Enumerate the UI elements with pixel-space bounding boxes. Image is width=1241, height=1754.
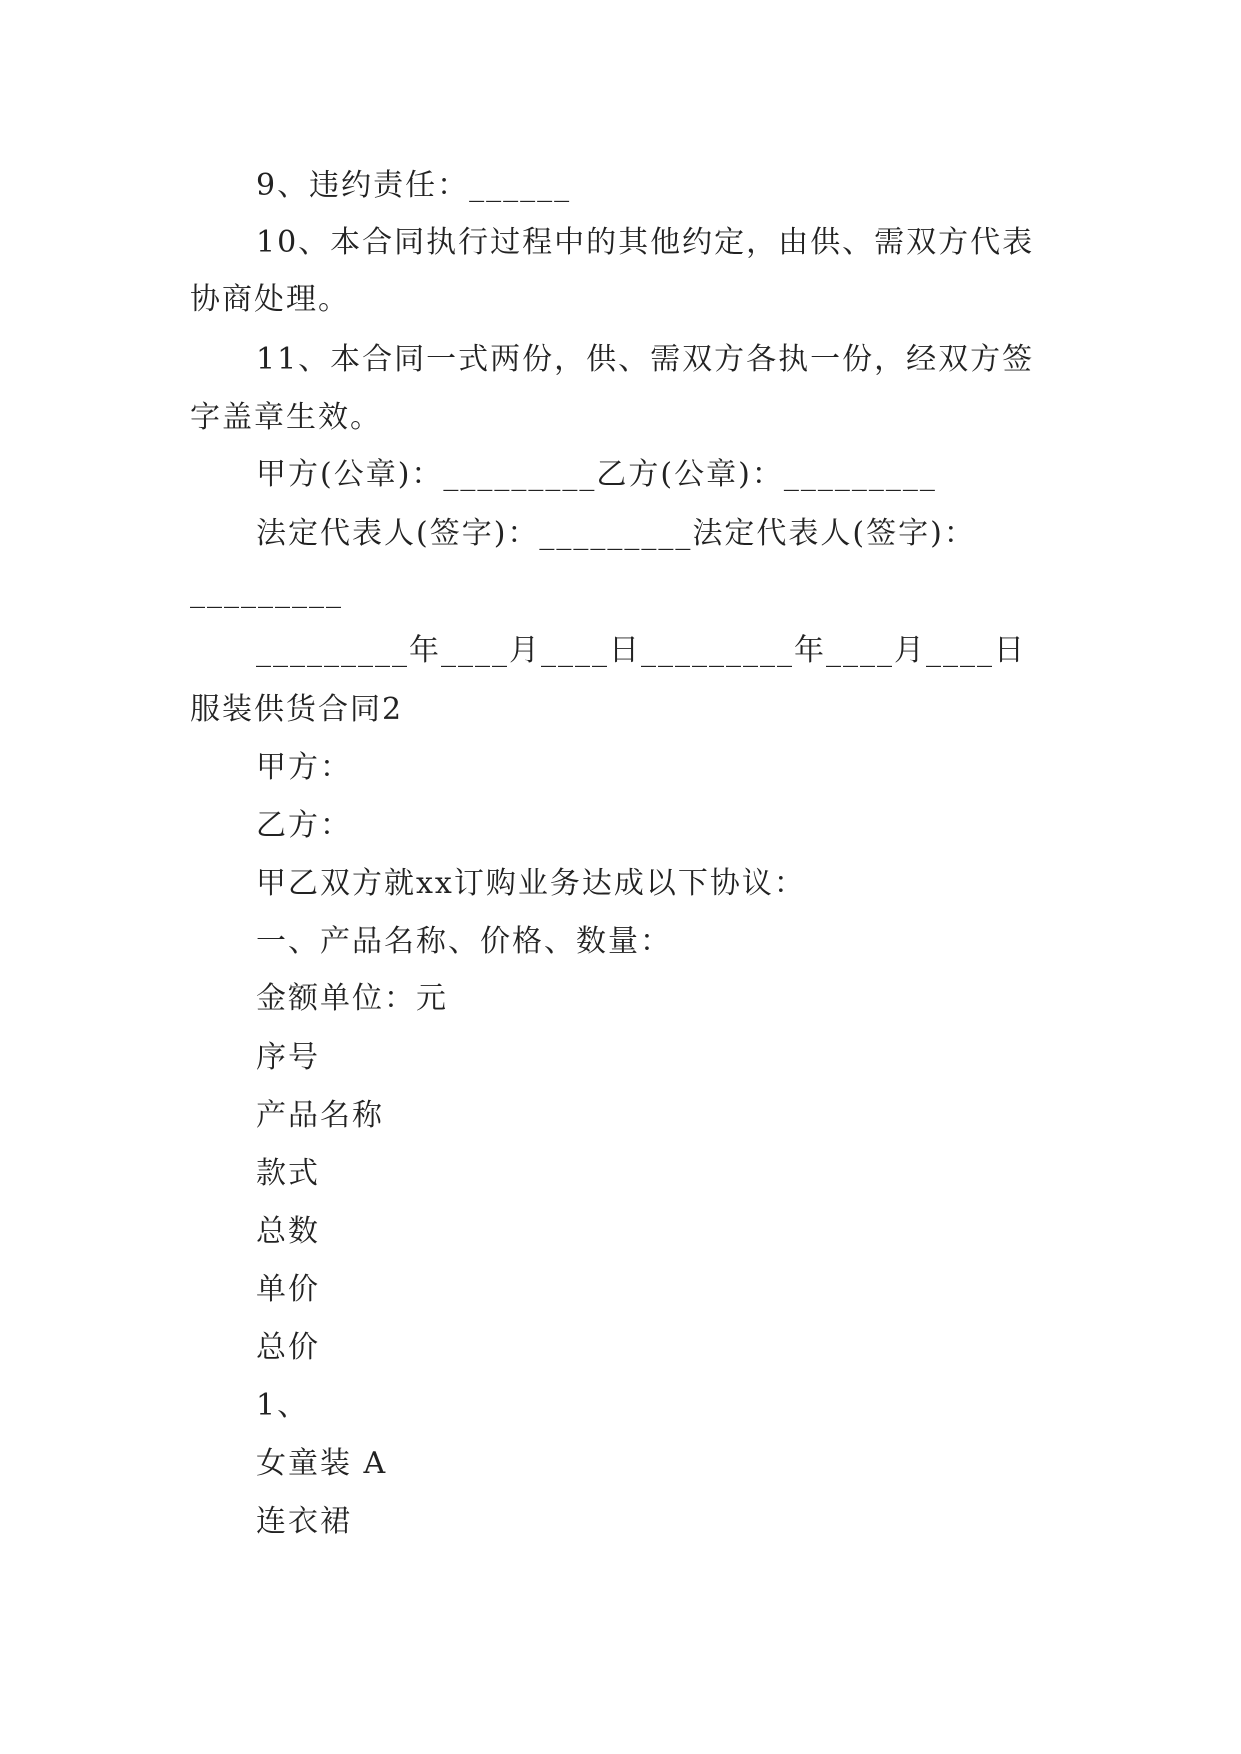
section-heading-1: 一、产品名称、价格、数量： — [256, 924, 672, 959]
row-1-style: 连衣裙 — [256, 1504, 352, 1539]
party-seal-line: 甲方(公章)：_________乙方(公章)：_________ — [256, 457, 937, 492]
clause-11: 11、本合同一式两份，供、需双方各执一份，经双方签 — [256, 342, 1035, 377]
clause-10: 10、本合同执行过程中的其他约定，由供、需双方代表 — [256, 225, 1035, 260]
clause-9: 9、违约责任：______ — [256, 168, 572, 203]
legal-rep-blank: _________ — [190, 574, 343, 609]
col-serial: 序号 — [256, 1040, 320, 1075]
col-total-qty: 总数 — [256, 1214, 320, 1249]
clause-11-cont: 字盖章生效。 — [190, 400, 382, 435]
date-line: _________年____月____日_________年____月____日 — [256, 633, 1026, 668]
party-b: 乙方： — [256, 808, 352, 843]
row-1-product: 女童装 A — [256, 1446, 388, 1481]
col-product-name: 产品名称 — [256, 1098, 384, 1133]
col-total-price: 总价 — [256, 1330, 320, 1365]
col-unit-price: 单价 — [256, 1272, 320, 1307]
amount-unit: 金额单位：元 — [256, 981, 448, 1016]
party-a: 甲方： — [256, 750, 352, 785]
row-1-serial: 1、 — [256, 1388, 310, 1423]
legal-rep-line: 法定代表人(签字)：_________法定代表人(签字)： — [256, 516, 976, 551]
agreement-intro: 甲乙双方就xx订购业务达成以下协议： — [256, 866, 806, 901]
section-title: 服装供货合同2 — [190, 692, 404, 727]
clause-10-cont: 协商处理。 — [190, 282, 350, 317]
col-style: 款式 — [256, 1156, 320, 1191]
